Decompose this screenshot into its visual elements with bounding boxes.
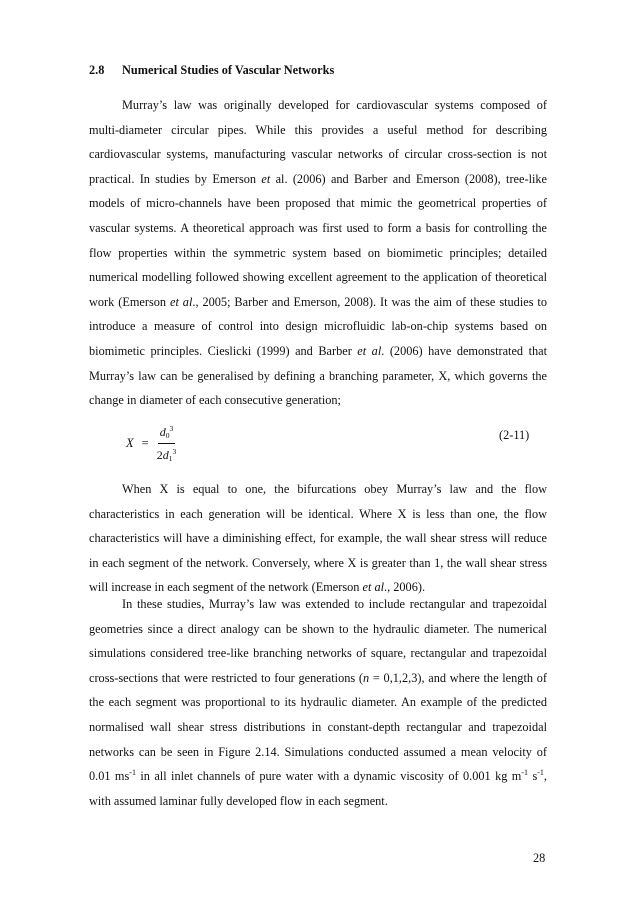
section-number: 2.8 (89, 63, 105, 77)
fraction-denominator (157, 444, 177, 466)
italic-run: et al (169, 294, 193, 309)
section-heading (89, 63, 334, 78)
text-run: = 0,1,2,3), and where the length of the each segment was proportional to its hydraulic diameter. An example of the predicted normalised wall shear stress distributions in constant-depth rectangular and trapezoidal networks can be seen in Figure 2.14. Simulations conducted assumed a mean velocity of 0.01 ms (89, 670, 547, 784)
text-run: in all inlet channels of pure water with a dynamic viscosity of 0.001 kg m (135, 769, 522, 784)
text-run: . (2006) have demonstrated that Murray’s law can be generalised by defining a branching parameter, X, which governs the change in diameter of each consecutive generation; (89, 343, 548, 408)
denominator-superscript: 3 (172, 447, 177, 456)
equation-branching-parameter (126, 421, 176, 466)
denominator-subscript: 1 (168, 454, 173, 463)
text-run: ., 2006). (384, 580, 426, 595)
text-run: In these studies, Murray’s law was extended to include rectangular and trapezoidal geometries since a direct analogy can be shown to the hydraulic diameter. The numerical simulations considered tree-like branching networks of square, rectangular and trapezoidal cross-sections that were restricted to four generations ( (89, 597, 547, 685)
equation-fraction (157, 421, 177, 466)
numerator-subscript: 0 (165, 431, 170, 440)
numerator-symbol: d (159, 425, 166, 439)
text-run: s (528, 769, 538, 784)
text-run: al. (2006) and Barber and Emerson (2008), tree-like models of micro-channels have been proposed that mimic the geometrical properties of vascular systems. A theoretical approach was first used to form a basis for controlling the flow properties within the symmetric system based on biomimetic principles; detailed numerical modelling followed showing excellent agreement to the application of theoretical work (Emerson (89, 171, 548, 309)
section-title: Numerical Studies of Vascular Networks (122, 63, 335, 77)
denominator-symbol: d (162, 448, 169, 462)
text-run: When X is equal to one, the bifurcations obey Murray’s law and the flow characteristics in each generation will be identical. Where X is less than one, the flow characteristics will have a diminishing effect, for example, the wall shear stress will reduce in each segment of the network. Conversely, where X is greater than 1, the wall shear stress will increase in each segment of the network (Emerson (89, 482, 547, 595)
paragraph-numerical-simulations (89, 592, 547, 813)
equation-lhs: X (126, 436, 134, 450)
denominator-coefficient: 2 (156, 448, 163, 462)
numerator-superscript: 3 (169, 424, 174, 433)
fraction-numerator (158, 421, 176, 444)
text-run: Murray’s law was originally developed for cardiovascular systems composed of multi-diameter circular pipes. While this provides a useful method for describing cardiovascular systems, manufacturing vascular networks of circular cross-section is not practical. In studies by Emerson (89, 98, 547, 186)
text-run: ., 2005; Barber and Emerson, 2008). It was the aim of these studies to introduce a measure of control into design microfluidic lab-on-chip systems based on biomimetic principles. Cieslicki (1999) and Barber (89, 294, 547, 358)
italic-run: et al (362, 580, 385, 595)
italic-run: et (261, 171, 271, 186)
italic-run: n (363, 670, 370, 685)
equation-number: (2-11) (499, 428, 530, 442)
paragraph-branching-parameter-effects (89, 477, 547, 600)
equation-equals-sign: = (141, 436, 149, 450)
superscript: -1 (521, 768, 529, 778)
paragraph-murrays-law-intro (89, 93, 547, 413)
page-number: 28 (533, 851, 546, 865)
italic-run: et al (357, 343, 382, 358)
superscript: -1 (537, 768, 544, 778)
text-run: , with assumed laminar fully developed flow in each segment. (89, 769, 547, 808)
superscript: -1 (129, 768, 136, 778)
